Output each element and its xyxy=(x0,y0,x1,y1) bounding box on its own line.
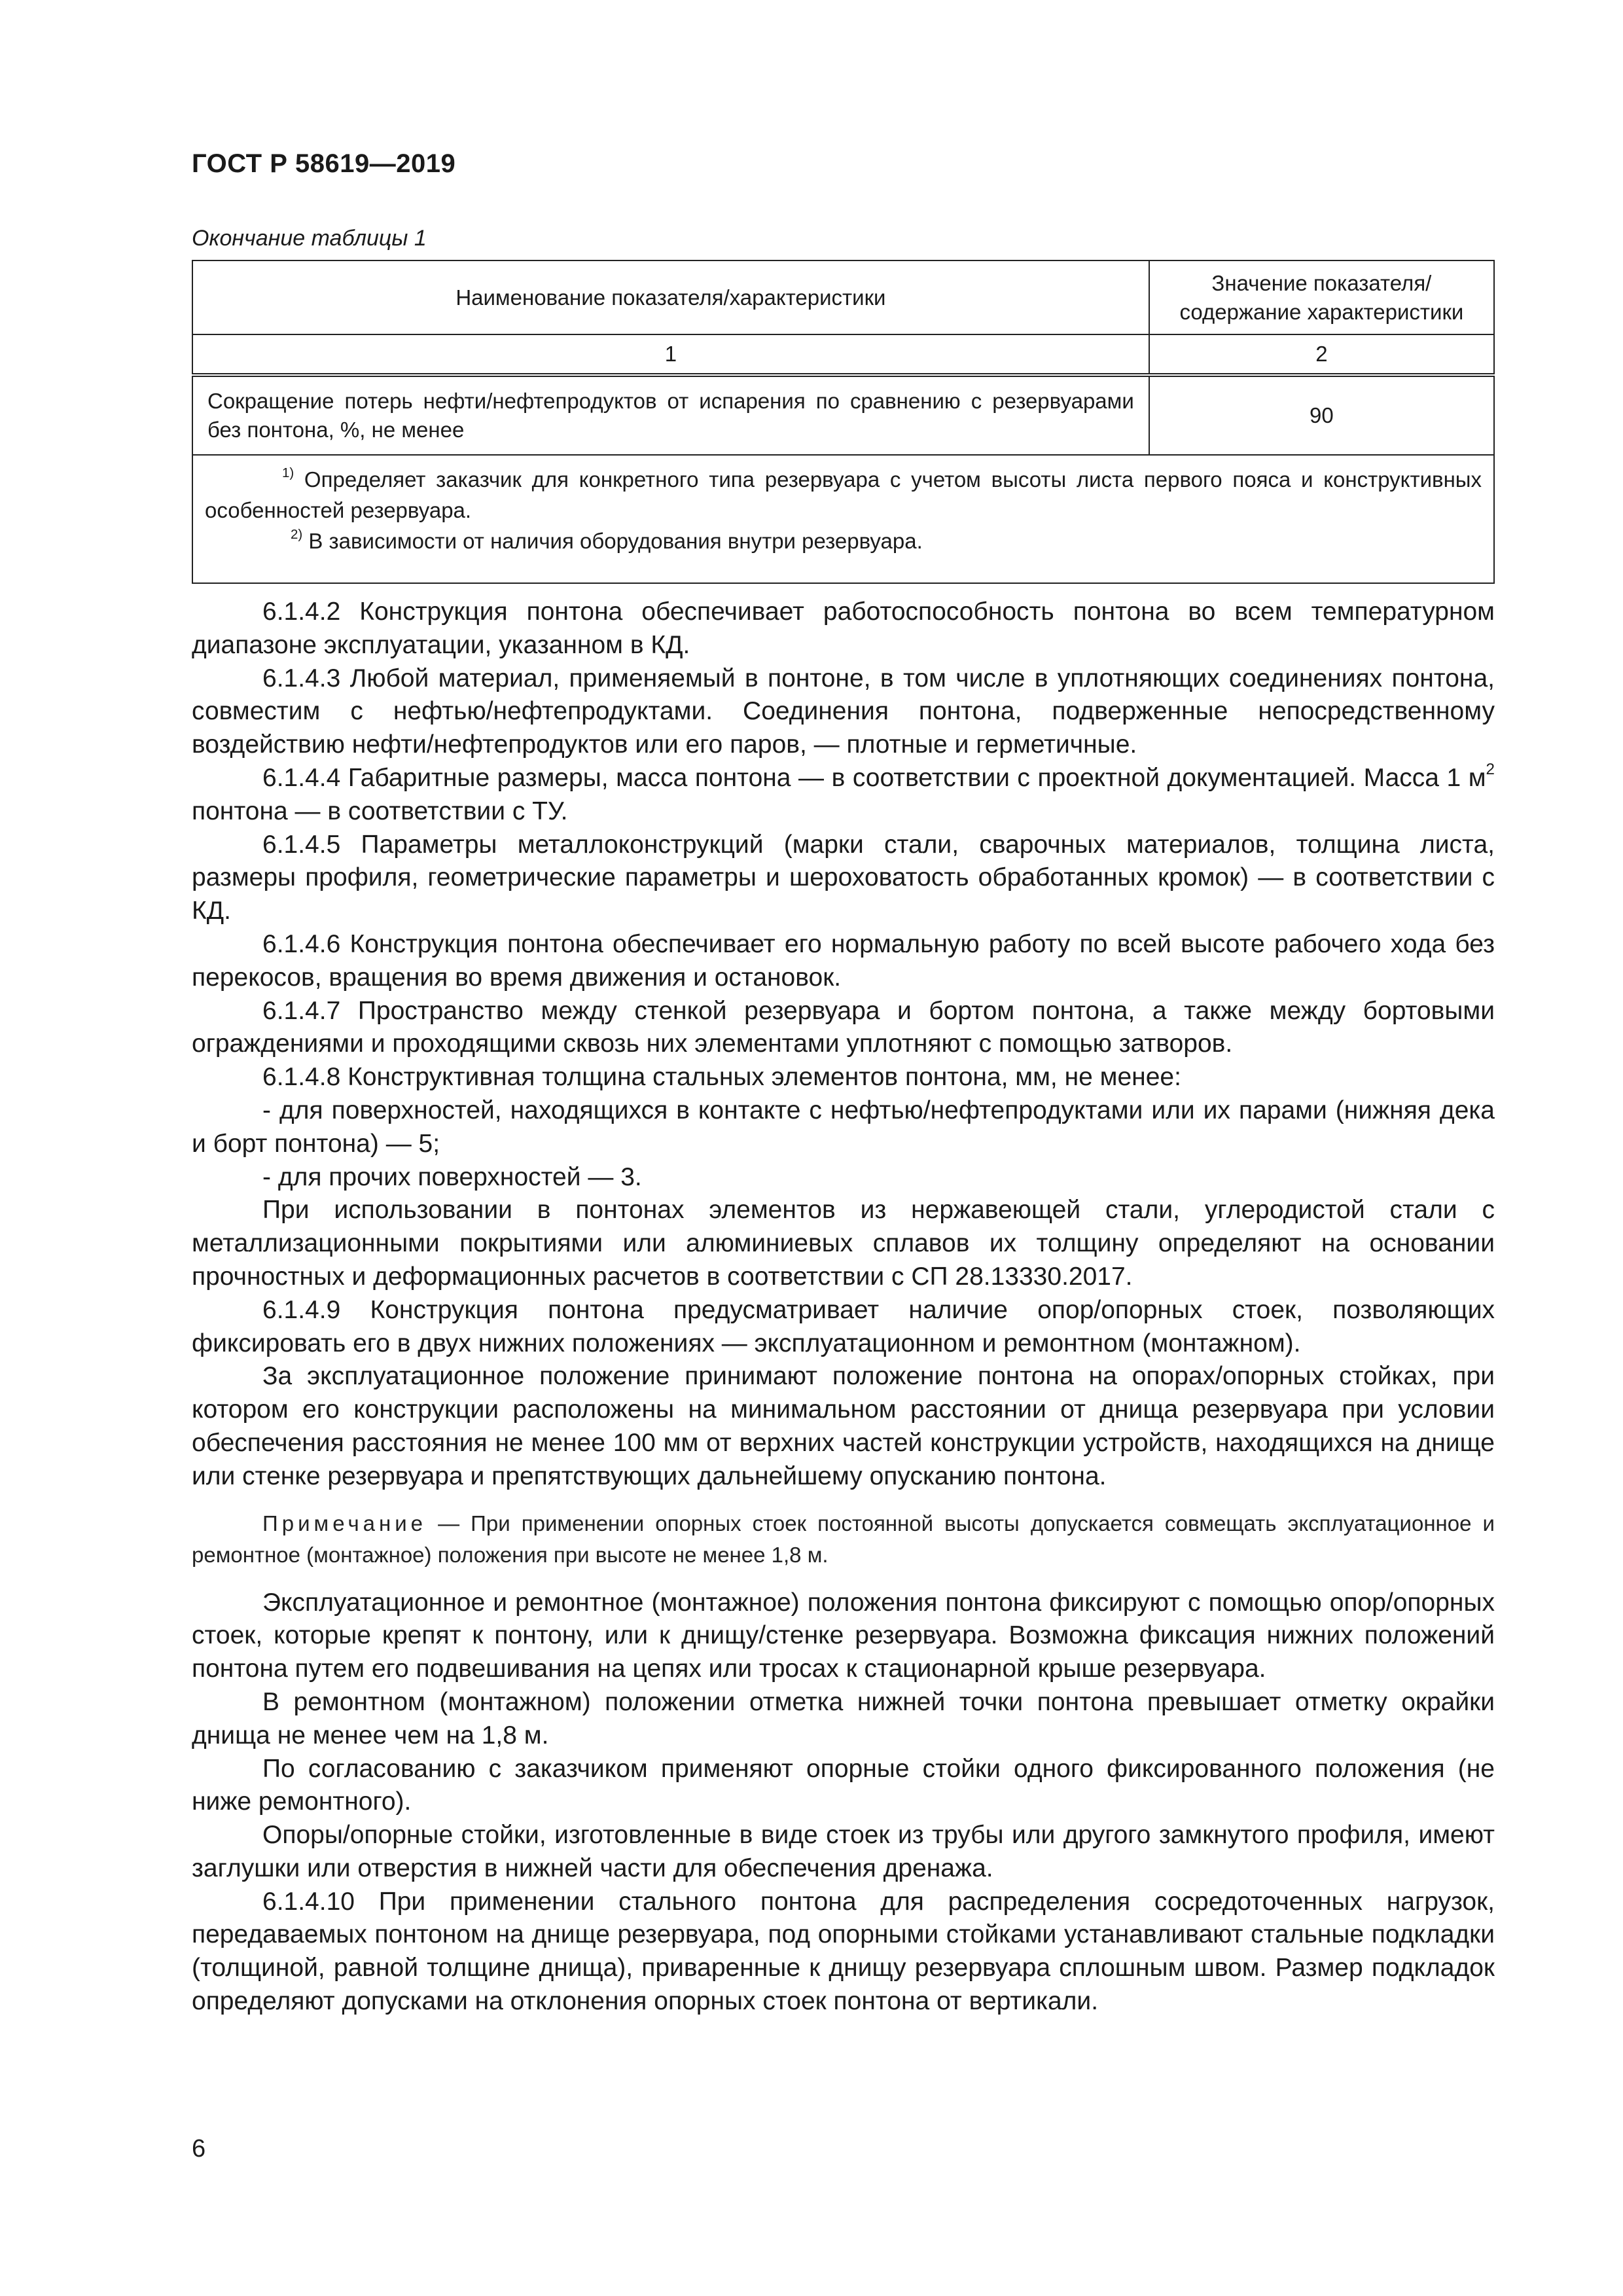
list-item: - для прочих поверхностей — 3. xyxy=(262,1162,642,1191)
paragraph-6-1-4-5: 6.1.4.5 Параметры металлоконструкций (марки стали, сварочных материалов, толщина листа, размеры профиля, геометрические параметры и шероховатость обработанных кромок) — в соответствии с КД. xyxy=(192,830,1495,925)
page-number: 6 xyxy=(192,2135,206,2162)
table-header-row xyxy=(192,260,1494,334)
paragraph-6-1-4-4-part-b: понтона — в соответствии с ТУ. xyxy=(192,797,568,825)
note-paragraph xyxy=(192,1508,1495,1571)
table-1 xyxy=(192,260,1495,584)
paragraph-agreement: По согласованию с заказчиком применяют опорные стойки одного фиксированного положения (не ниже ремонтного). xyxy=(192,1754,1495,1816)
column-header-name: Наименование показателя/характеристики xyxy=(192,260,1149,334)
table-column-numbers-row xyxy=(192,334,1494,375)
paragraph-6-1-4-9: 6.1.4.9 Конструкция понтона предусматривает наличие опор/опорных стоек, позволяющих фиксировать его в двух нижних положениях — эксплуатационном и ремонтном (монтажном). xyxy=(192,1295,1495,1357)
table-caption: Окончание таблицы 1 xyxy=(192,226,427,251)
note-label: Примечание xyxy=(262,1511,427,1535)
column-number-2: 2 xyxy=(1149,334,1494,375)
paragraph-operational-position: За эксплуатационное положение принимают положение понтона на опорах/опорных стойках, при котором его конструкции расположены на минимальном расстоянии от днища резервуара при условии обеспечения расстояния не менее 100 мм от верхних частей конструкции устройств, находящихся на днище или стенке резервуара и препятствующих дальнейшему опусканию понтона. xyxy=(192,1362,1495,1490)
table-footnote-1 xyxy=(205,465,1482,526)
body-text xyxy=(192,596,1495,2018)
footnote-mark-1: 1) xyxy=(282,465,294,480)
column-header-value: Значение показателя/ содержание характеристики xyxy=(1149,260,1494,334)
paragraph-6-1-4-10: 6.1.4.10 При применении стального понтона для распределения сосредоточенных нагрузок, передаваемых понтоном на днище резервуара, под опорными стойками устанавливают стальные подкладки (толщиной, равной толщине днища), приваренные к днищу резервуара сплошным швом. Размер подкладок определяют допусками на отклонения опорных стоек понтона от вертикали. xyxy=(192,1887,1495,2016)
table-footnote-2 xyxy=(205,526,1482,557)
list-item: - для поверхностей, находящихся в контакте с нефтью/нефтепродуктами или их парами (нижняя дека и борт понтона) — 5; xyxy=(192,1096,1495,1158)
document-header: ГОСТ Р 58619—2019 xyxy=(192,149,456,178)
paragraph-6-1-4-8: 6.1.4.8 Конструктивная толщина стальных элементов понтона, мм, не менее: xyxy=(262,1063,1181,1092)
note-text: — При применении опорных стоек постоянной высоты допускается совмещать эксплуатационное и ремонтное (монтажное) положения при высоте не менее 1,8 м. xyxy=(192,1511,1495,1567)
superscript-2: 2 xyxy=(1486,761,1495,779)
table-notes-cell xyxy=(192,455,1494,583)
paragraph-6-1-4-2: 6.1.4.2 Конструкция понтона обеспечивает работоспособность понтона во всем температурном диапазоне эксплуатации, указанном в КД. xyxy=(192,598,1495,659)
paragraph-fixing: Эксплуатационное и ремонтное (монтажное) положения понтона фиксируют с помощью опор/опорных стоек, которые крепят к понтону, или к днищу/стенке резервуара. Возможна фиксация нижних положений понтона путем его подвешивания на цепях или тросах к стационарной крыше резервуара. xyxy=(192,1588,1495,1683)
paragraph-repair-position: В ремонтном (монтажном) положении отметка нижней точки понтона превышает отметку окрайки днища не менее чем на 1,8 м. xyxy=(192,1687,1495,1749)
footnote-mark-2: 2) xyxy=(291,526,303,542)
paragraph-6-1-4-7: 6.1.4.7 Пространство между стенкой резервуара и бортом понтона, а также между бортовыми ограждениями и проходящими сквозь них элементами уплотняют с помощью затворов. xyxy=(192,996,1495,1058)
paragraph-6-1-4-6: 6.1.4.6 Конструкция понтона обеспечивает его нормальную работу по всей высоте рабочего хода без перекосов, вращения во время движения и остановок. xyxy=(192,929,1495,992)
footnote-text-2: В зависимости от наличия оборудования внутри резервуара. xyxy=(308,528,923,553)
table-notes-row xyxy=(192,455,1494,583)
paragraph-6-1-4-4 xyxy=(192,762,1495,829)
paragraph-drainage: Опоры/опорные стойки, изготовленные в виде стоек из трубы или другого замкнутого профиля, имеют заглушки или отверстия в нижней части для обеспечения дренажа. xyxy=(192,1821,1495,1882)
paragraph-6-1-4-3: 6.1.4.3 Любой материал, применяемый в понтоне, в том числе в уплотняющих соединениях понтона, совместим с нефтью/нефтепродуктами. Соединения понтона, подверженные непосредственному воздействию нефти/нефтепродуктов или его паров, — плотные и герметичные. xyxy=(192,664,1495,759)
table-row xyxy=(192,375,1494,455)
table-cell-value: 90 xyxy=(1149,375,1494,455)
table-cell-name: Сокращение потерь нефти/нефтепродуктов от испарения по сравнению с резервуарами без понтона, %, не менее xyxy=(192,375,1149,455)
paragraph-stainless: При использовании в понтонах элементов из нержавеющей стали, углеродистой стали с металлизационными покрытиями или алюминиевых сплавов их толщину определяют на основании прочностных и деформационных расчетов в соответствии с СП 28.13330.2017. xyxy=(192,1196,1495,1291)
column-number-1: 1 xyxy=(192,334,1149,375)
footnote-text-1: Определяет заказчик для конкретного типа резервуара с учетом высоты листа первого пояса и конструктивных особенностей резервуара. xyxy=(205,467,1482,522)
paragraph-6-1-4-4-part-a: 6.1.4.4 Габаритные размеры, масса понтона — в соответствии с проектной документацией. Масса 1 м xyxy=(262,763,1486,792)
